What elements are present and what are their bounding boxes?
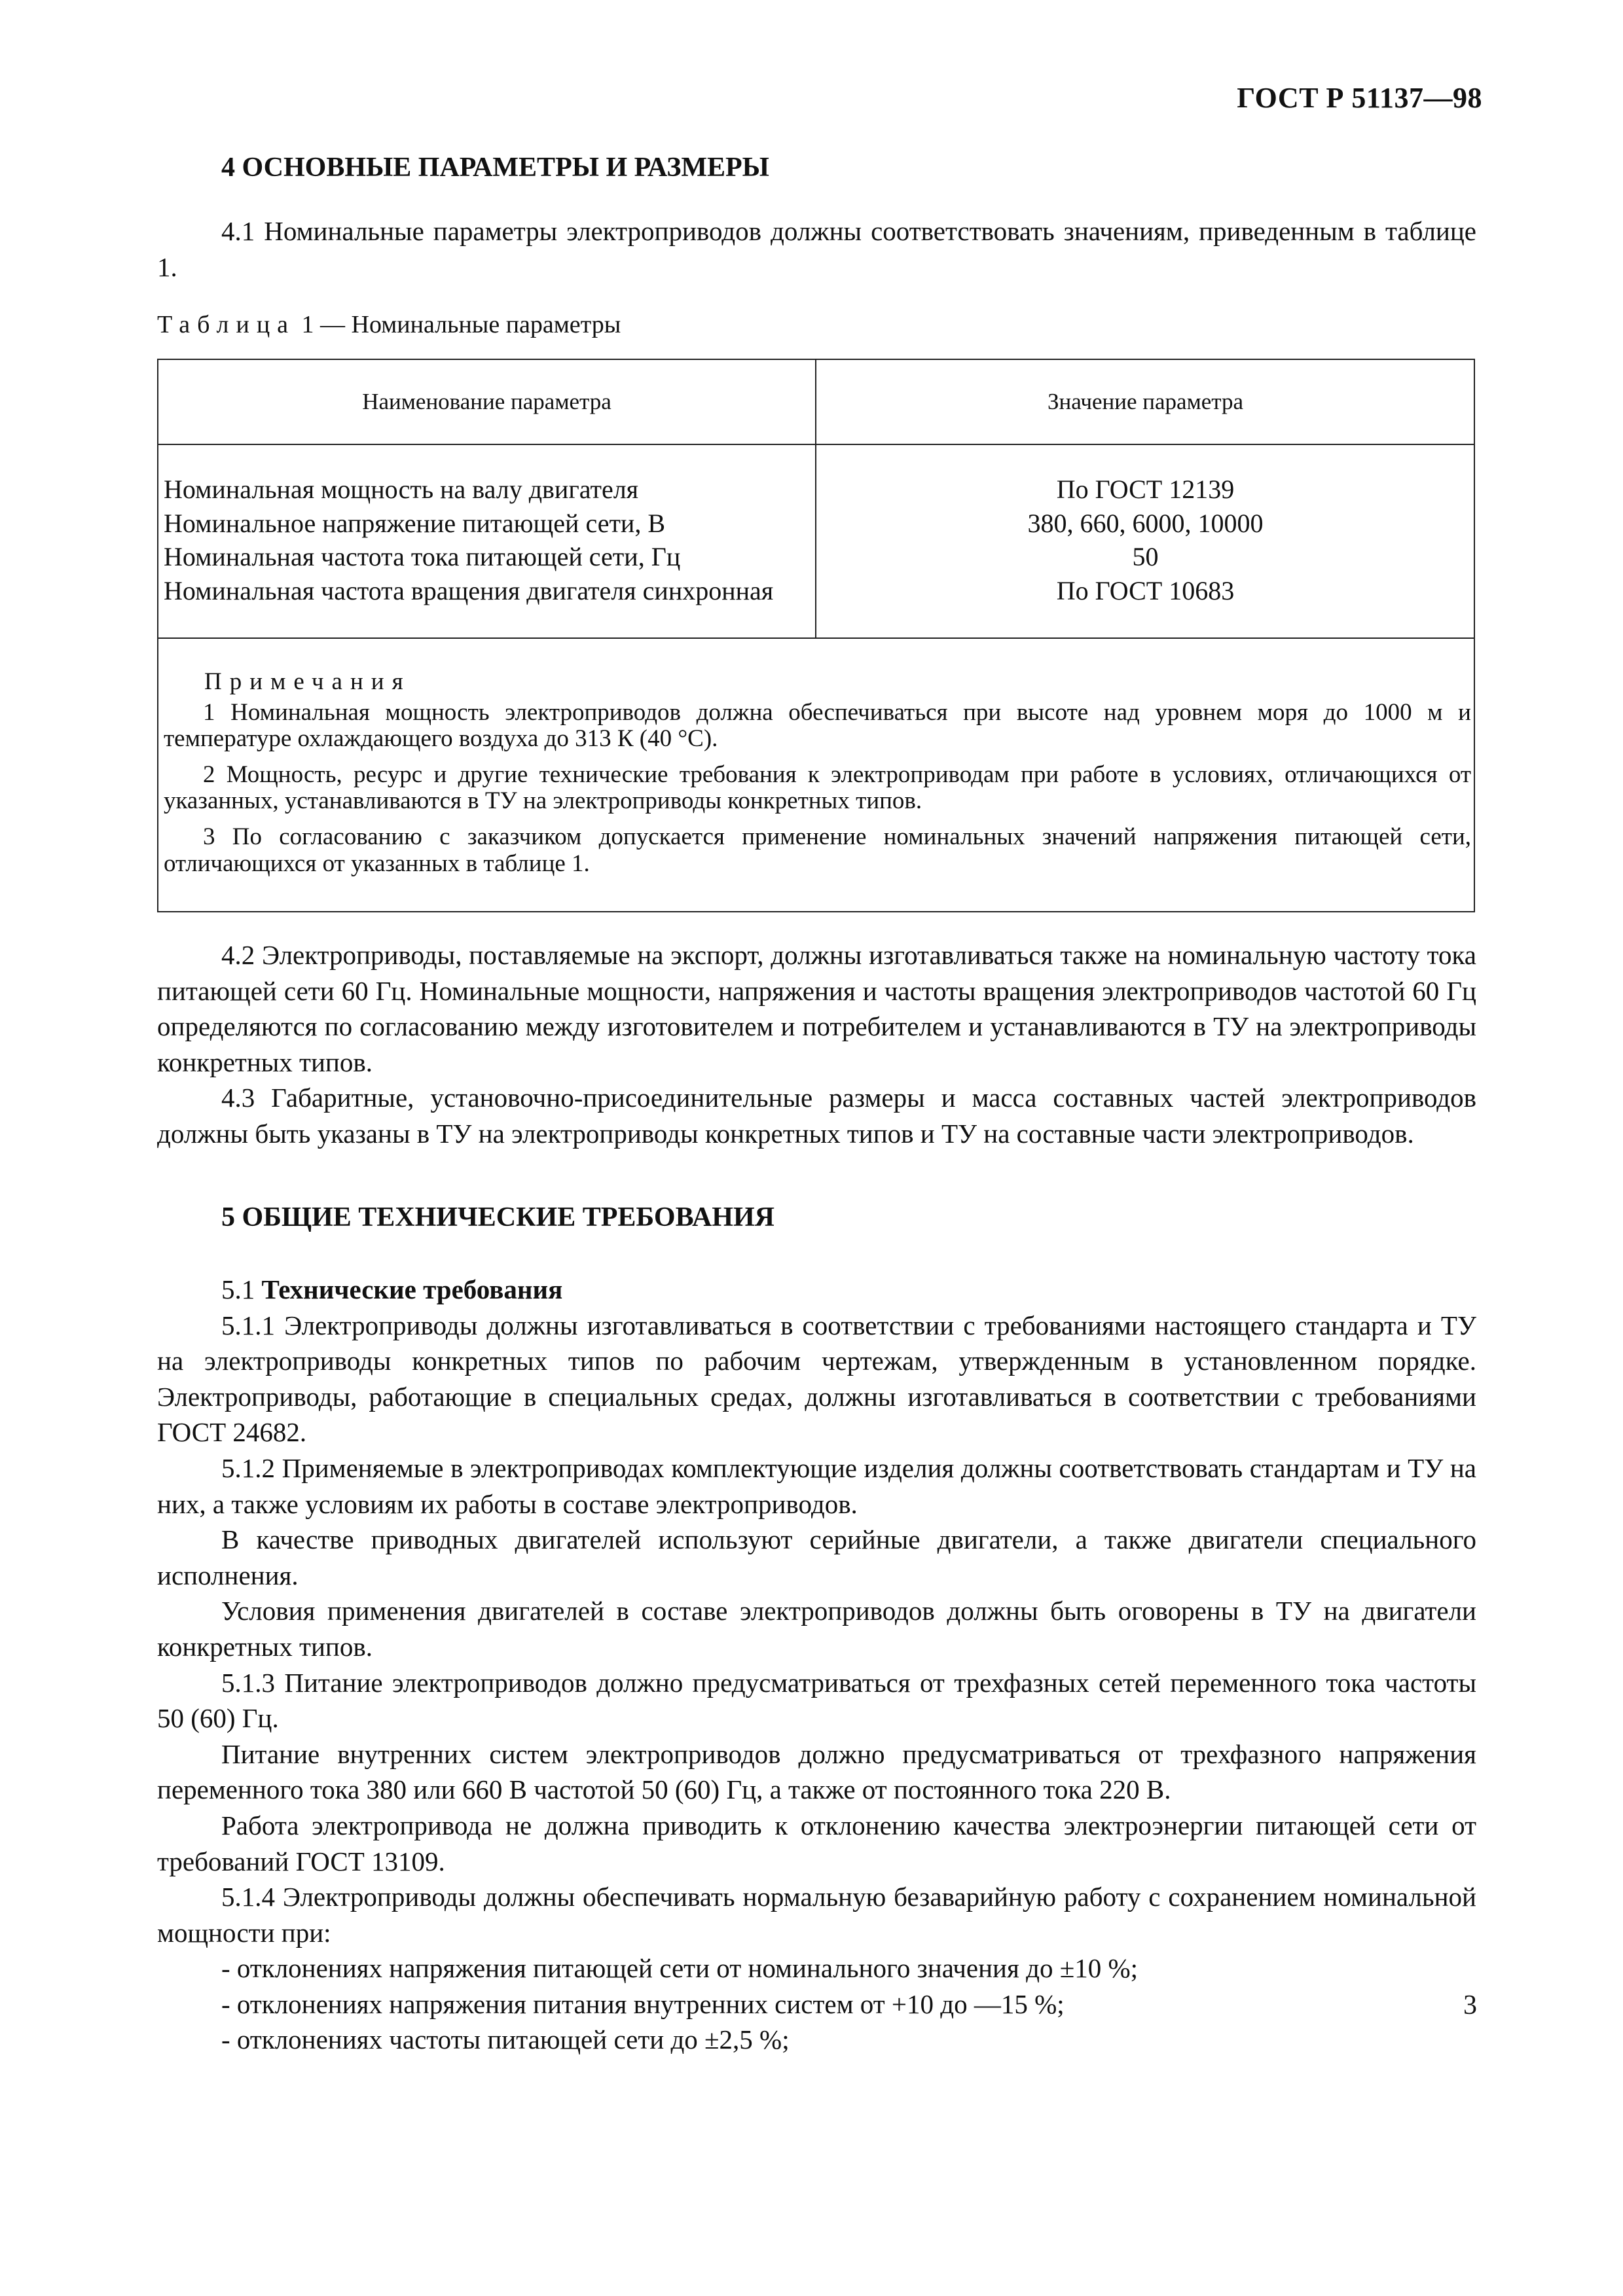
table-cell-value: 380, 660, 6000, 10000 — [1027, 508, 1264, 538]
paragraph-5-1-4: 5.1.4 Электроприводы должны обеспечивать нормальную безаварийную работу с сохранением номинальной мощности при: — [157, 1882, 1476, 1948]
table-notes — [164, 669, 1471, 886]
table-cell-name: Номинальное напряжение питающей сети, В — [164, 508, 666, 538]
section-4-heading: 4 ОСНОВНЫЕ ПАРАМЕТРЫ И РАЗМЕРЫ — [221, 152, 769, 183]
parameters-table — [157, 359, 1475, 912]
paragraph-5-1-2: 5.1.2 Применяемые в электроприводах комплектующие изделия должны соответствовать стандартам и ТУ на них, а также условиям их работы в составе электроприводов. — [157, 1452, 1476, 1519]
section-4-paragraphs — [157, 937, 1476, 1152]
table-caption-word: Таблица — [157, 311, 296, 338]
paragraph-5-1-1: 5.1.1 Электроприводы должны изготавливаться в соответствии с требованиями настоящего стандарта и ТУ на электроприводы конкретных типов по рабочим чертежам, утвержденным в установленном порядке. Электроприводы, работающие в специальных средах, должны изготавливаться в соответствии с требованиями ГОСТ 24682. — [157, 1310, 1476, 1448]
paragraph-5-1-3-b: Питание внутренних систем электроприводов должно предусматриваться от трехфазного напряжения переменного тока 380 или 660 В частотой 50 (60) Гц, а также от постоянного тока 220 В. — [157, 1738, 1476, 1805]
paragraph-5-1-2-c: Условия применения двигателей в составе электроприводов должны быть оговорены в ТУ на двигатели конкретных типов. — [157, 1596, 1476, 1662]
table-cell-name: Номинальная мощность на валу двигателя — [164, 475, 639, 504]
notes-title: Примечания — [204, 668, 411, 695]
note-item: 3 По согласованию с заказчиком допускается применение номинальных значений напряжения питающей сети, отличающихся от указанных в таблице 1. — [164, 823, 1471, 877]
table-cell-name: Номинальная частота вращения двигателя синхронная — [164, 575, 774, 605]
note-item: 1 Номинальная мощность электроприводов должна обеспечиваться при высоте над уровнем моря до 1000 м и температуре охлаждающего воздуха до 313 К (40 °С). — [164, 698, 1471, 753]
table-value-column — [816, 473, 1474, 607]
section-5-body — [157, 1272, 1476, 2058]
subsection-title: Технические требования — [261, 1274, 563, 1304]
table-cell-value: По ГОСТ 12139 — [1056, 475, 1235, 504]
paragraph-4-1: 4.1 Номинальные параметры электроприводов должны соответствовать значениям, приведенным в таблице 1. — [157, 216, 1476, 282]
section-5-heading: 5 ОБЩИЕ ТЕХНИЧЕСКИЕ ТРЕБОВАНИЯ — [221, 1202, 775, 1232]
paragraph-5-1-3-c: Работа электропривода не должна приводить к отклонению качества электроэнергии питающей сети от требований ГОСТ 13109. — [157, 1810, 1476, 1876]
paragraph-4-2: 4.2 Электроприводы, поставляемые на экспорт, должны изготавливаться также на номинальную частоту тока питающей сети 60 Гц. Номинальные мощности, напряжения и частоты вращения электроприводов частотой 60 Гц определяются по согласованию между изготовителем и потребителем и устанавливаются в ТУ на электроприводы конкретных типов. — [157, 940, 1476, 1077]
table-cell-value: 50 — [1132, 542, 1159, 571]
subsection-number: 5.1 — [221, 1274, 255, 1304]
table-notes-divider — [158, 637, 1474, 639]
list-item: - отклонениях напряжения питания внутренних систем от +10 до —15 %; — [221, 1988, 1065, 2019]
page-number: 3 — [1463, 1990, 1477, 2020]
note-item: 2 Мощность, ресурс и другие технические требования к электроприводам при работе в условиях, отличающихся от указанных, устанавливаются в ТУ на электроприводы конкретных типов. — [164, 761, 1471, 815]
paragraph-5-1-3: 5.1.3 Питание электроприводов должно предусматриваться от трехфазных сетей переменного тока частоты 50 (60) Гц. — [157, 1667, 1476, 1734]
paragraph-4-3: 4.3 Габаритные, установочно-присоединительные размеры и масса составных частей электроприводов должны быть указаны в ТУ на электроприводы конкретных типов и ТУ на составные части электроприводов. — [157, 1083, 1476, 1149]
table-caption-title: 1 — Номинальные параметры — [301, 311, 621, 338]
document-code: ГОСТ Р 51137—98 — [1237, 82, 1482, 114]
list-item: - отклонениях напряжения питающей сети от номинального значения до ±10 %; — [221, 1953, 1138, 1984]
table-cell-value: По ГОСТ 10683 — [1056, 575, 1235, 605]
table-caption — [157, 310, 621, 339]
table-name-column — [164, 473, 815, 607]
column-header-name: Наименование параметра — [362, 389, 611, 414]
subsection-5-1-heading — [157, 1272, 1476, 1308]
table-cell-name: Номинальная частота тока питающей сети, Гц — [164, 542, 681, 571]
column-header-value: Значение параметра — [1047, 389, 1244, 414]
paragraph-5-1-2-b: В качестве приводных двигателей используют серийные двигатели, а также двигатели специального исполнения. — [157, 1524, 1476, 1590]
list-item: - отклонениях частоты питающей сети до ±2,5 %; — [221, 2024, 790, 2055]
